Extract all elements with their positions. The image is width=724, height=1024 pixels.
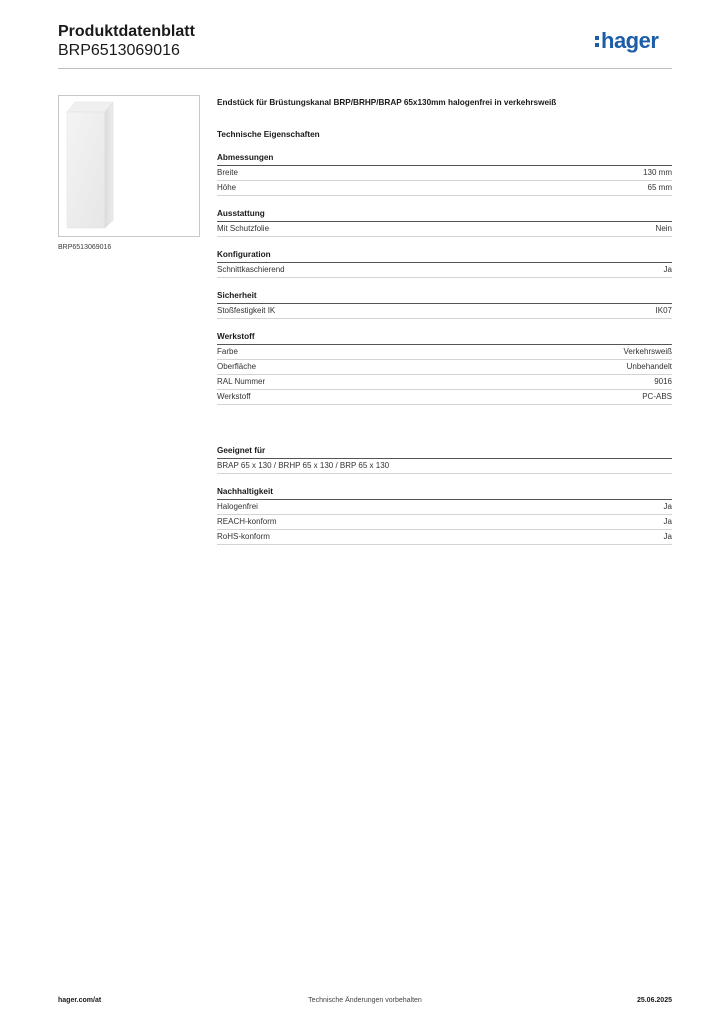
footer-website-link[interactable]: hager.com/at	[58, 997, 102, 1004]
property-value: IK07	[655, 306, 672, 315]
footer-date: 25.06.2025	[636, 997, 672, 1004]
property-row	[217, 345, 672, 360]
property-row	[217, 263, 672, 278]
property-label: Halogenfrei	[217, 502, 258, 511]
svg-text:hager: hager	[601, 28, 659, 53]
property-value: Ja	[663, 517, 672, 526]
property-value: Ja	[663, 532, 672, 541]
page-title: Produktdatenblatt	[58, 23, 195, 40]
property-value: Ja	[663, 502, 672, 511]
property-label: Werkstoff	[217, 392, 251, 401]
property-label: Breite	[217, 168, 238, 177]
property-label: Oberfläche	[217, 362, 257, 371]
section-title: Geeignet für	[217, 445, 672, 459]
product-image	[58, 95, 200, 237]
property-label: Höhe	[217, 183, 237, 192]
property-label: REACH-konform	[217, 517, 277, 526]
property-row	[217, 181, 672, 196]
tech-properties-title: Technische Eigenschaften	[217, 130, 320, 139]
property-row	[217, 360, 672, 375]
property-label: Mit Schutzfolie	[217, 224, 270, 233]
section-title: Sicherheit	[217, 290, 672, 304]
property-row	[217, 375, 672, 390]
property-label: Schnittkaschierend	[217, 265, 285, 274]
section-title: Nachhaltigkeit	[217, 486, 672, 500]
product-description: Endstück für Brüstungskanal BRP/BRHP/BRAP 65x130mm halogenfrei in verkehrsweiß	[217, 98, 557, 107]
property-label: Farbe	[217, 347, 238, 356]
property-row	[217, 515, 672, 530]
section-title: Werkstoff	[217, 331, 672, 345]
tech-sections	[217, 152, 672, 405]
spec-section	[217, 208, 672, 237]
footer-note: Technische Änderungen vorbehalten	[308, 997, 422, 1004]
property-row	[217, 530, 672, 545]
spec-section	[217, 290, 672, 319]
property-value: PC-ABS	[642, 392, 672, 401]
property-value: 130 mm	[643, 168, 672, 177]
spec-section	[217, 331, 672, 405]
spec-section	[217, 249, 672, 278]
property-row	[217, 166, 672, 181]
property-label: RoHS-konform	[217, 532, 270, 541]
spec-section	[217, 152, 672, 196]
page-header	[58, 22, 195, 61]
property-label: Stoßfestigkeit IK	[217, 306, 276, 315]
property-row	[217, 390, 672, 405]
property-row	[217, 222, 672, 237]
property-row	[217, 304, 672, 319]
property-row	[217, 500, 672, 515]
section-title: Ausstattung	[217, 208, 672, 222]
hager-logo	[593, 27, 675, 57]
property-value: 9016	[654, 377, 672, 386]
property-label: RAL Nummer	[217, 377, 266, 386]
property-value: Unbehandelt	[626, 362, 672, 371]
product-details	[217, 97, 672, 545]
property-value: Ja	[663, 265, 672, 274]
end-cap-illustration	[59, 96, 199, 236]
section-title: Konfiguration	[217, 249, 672, 263]
property-value: Nein	[655, 224, 672, 233]
image-caption: BRP6513069016	[58, 244, 112, 251]
property-value: 65 mm	[647, 183, 672, 192]
section-title: Abmessungen	[217, 152, 672, 166]
sustainability-section	[217, 486, 672, 545]
suitable-value: BRAP 65 x 130 / BRHP 65 x 130 / BRP 65 x 130	[217, 459, 672, 474]
property-value: Verkehrsweiß	[623, 347, 672, 356]
product-number: BRP6513069016	[58, 42, 180, 59]
header-divider	[58, 68, 672, 69]
suitable-section	[217, 445, 672, 474]
